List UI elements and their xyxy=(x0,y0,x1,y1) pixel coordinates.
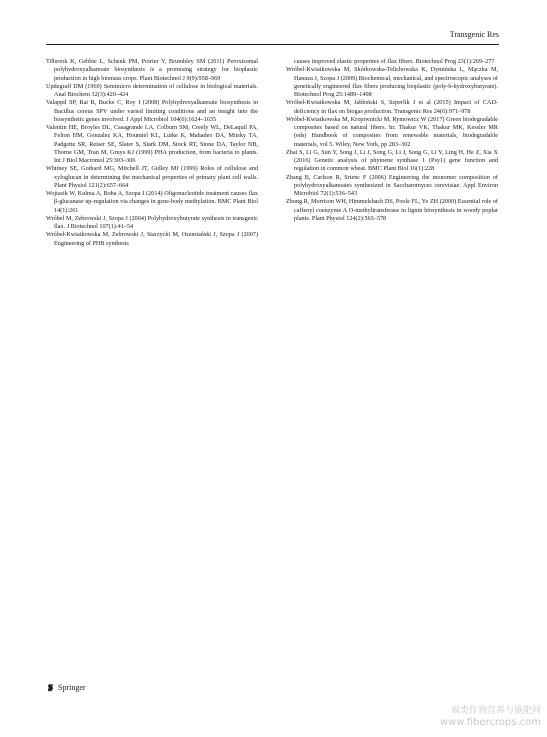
reference-item: Wróbel-Kwiatkowska M, Skórkowska-Telichowska K, Dymińska L, Mączka M, Hanuza J, Szopa J (2009) Biochemical, mechanical, and spectroscopic analyses of genetically engineered flax fibers producing bioplastic (poly-b-hydroxybutyrate). Biotechnol Prog 25:1489–1498 xyxy=(286,66,498,98)
journal-title: Transgenic Res xyxy=(449,30,499,39)
reference-item: Wróbel-Kwiatkowska M, Jabłoński S, Szperlik J et al (2015) Impact of CAD-deficiency in flax on biogas production. Transgenic Res 24(6):971–978 xyxy=(286,99,498,115)
reference-item: Wojtasik W, Kulma A, Boba A, Szopa J (2014) Oligonucleotide treatment causes flax β-glucanase up-regulation via changes in gene-body methylation. BMC Plant Biol 14(1):261 xyxy=(46,190,258,214)
publisher-logo xyxy=(46,683,86,692)
site-watermark xyxy=(440,705,541,729)
reference-item: Whitney SE, Gothard MG, Mitchell JT, Gidley MJ (1999) Roles of cellulose and xyloglucan in determining the mechanical properties of primary plant cell walls. Plant Physiol 121(2):657–664 xyxy=(46,165,258,189)
reference-item: Tilbrook K, Gebbie L, Schenk PM, Poirier Y, Brumbley SM (2011) Peroxisomal polyhydroxyalkanoate biosynthesis is a promising strategy for bioplastic production in high biomass crops. Plant Biotechnol J 9(9):958–969 xyxy=(46,58,258,82)
reference-item: Valentin HE, Broyles DL, Casagrande LA, Colburn SM, Creely WL, DeLaquil PA, Felton HM, Gonzalez KA, Houmiel KL, Lutke K, Mahadeo DA, Mitsky TA, Padgette SR, Reiser SE, Slater S, Stark DM, Stock RT, Stone DA, Taylor NB, Thorne GM, Tran M, Gruys KJ (1999) PHA production, from bacteria to plants. Int J Biol Macromol 25:303–306 xyxy=(46,124,258,164)
reference-item: Wróbel-Kwiatkowska M, Kropiwnicki M, Rymowicz W (2017) Green biodegradable composites based on natural fibers. In: Thakur VK, Thakur MK, Kessler MR (eds) Handbook of composites from renewable materials, biodegradable materials, vol 5. Wiley, New York, pp 283–302 xyxy=(286,115,498,148)
reference-item: Valappil SP, Rai R, Bucke C, Roy I (2008) Polyhydroxyalkanoate biosynthesis in Bacillus cereus SPV under varied limiting conditions and an insight into the biosynthetic genes involved. J Appl Microbiol 104(6):1624–1635 xyxy=(46,99,258,123)
reference-item: Updegraff DM (1969) Semimicro determination of cellulose in biological materials. Anal Biochem 32(3):420–424 xyxy=(46,82,258,98)
springer-horse-icon xyxy=(46,683,55,692)
references-column-right xyxy=(286,58,498,223)
reference-item: Wróbel-Kwiatkowska M, Zebrowski J, Starzycki M, Oszmiański J, Szopa J (2007) Engineering of PHB synthesis xyxy=(46,231,258,247)
reference-item: Zhong R, Morrison WH, Himmelsbach DS, Poole FL, Ye ZH (2000) Essential role of caffeoyl coenzyme A O-methyltransferase in lignin biosynthesis in woody poplar plants. Plant Physiol 124(2):563–578 xyxy=(286,198,498,222)
running-header xyxy=(46,30,499,45)
reference-item: Zhang B, Carlson R, Srienc F (2006) Engineering the monomer composition of polyhydroxyalkanoates synthesized in Saccharomyces cerevisiae. Appl Environ Microbiol 72(1):536–543 xyxy=(286,173,498,197)
watermark-url: www.fibercrops.com xyxy=(439,717,541,728)
reference-item: Wróbel M, Zebrowski J, Szopa J (2004) Polyhydroxybutyrate synthesis in transgenic flax. J Biotechnol 107(1):41–54 xyxy=(46,214,258,230)
watermark-cn: 麻类作物营养与施肥网 xyxy=(450,706,541,716)
reference-item: Zhai S, Li G, Sun Y, Song J, Li J, Song G, Li J, Song G, Li Y, Ling H, He Z, Xia X (2016) Genetic analysis of phytoene synthase 1 (Psy1) gene function and regulation in common wheat. BMC Plant Biol 16(1):228 xyxy=(286,148,498,173)
publisher-name: Springer xyxy=(58,683,86,692)
references-column-left xyxy=(46,58,258,248)
reference-continuation: causes improved elastic properties of flax fibers. Biotechnol Prog 23(1):269–277 xyxy=(294,58,495,65)
